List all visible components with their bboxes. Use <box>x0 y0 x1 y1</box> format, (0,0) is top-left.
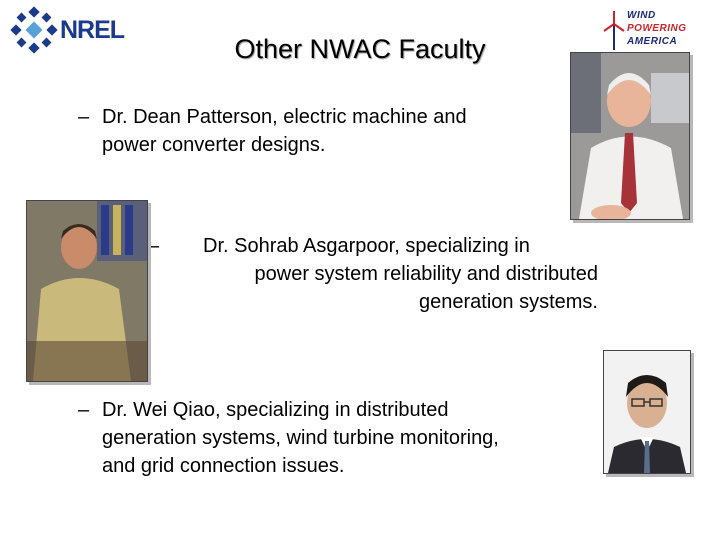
bullet-line: Dr. Dean Patterson, electric machine and <box>102 106 467 128</box>
bullet-line: power system reliability and distributed <box>254 263 598 285</box>
bullet-dash: – <box>78 399 90 421</box>
wpa-logo-line-2: POWERING <box>627 23 687 34</box>
bullet-line: power converter designs. <box>102 134 326 156</box>
photo-sohrab-asgarpoor <box>26 200 148 382</box>
bullet-line: generation systems, wind turbine monitoring, <box>102 427 499 449</box>
wpa-logo-line-3: AMERICA <box>627 36 678 47</box>
bullet-line: generation systems. <box>419 291 598 313</box>
nrel-wordmark: NREL <box>60 16 125 44</box>
wpa-logo-line-1: WIND <box>627 10 656 21</box>
slide-title: Other NWAC Faculty <box>234 34 486 64</box>
photo-wei-qiao <box>603 350 691 474</box>
bullet-line: Dr. Sohrab Asgarpoor, specializing in <box>203 235 530 257</box>
bullet-text <box>178 232 598 316</box>
bullet-dash: – <box>78 106 90 128</box>
bullet-text <box>102 396 592 480</box>
bullet-text <box>102 103 557 159</box>
bullet-dash: – <box>148 235 160 257</box>
bullet-line: and grid connection issues. <box>102 455 345 477</box>
photo-dean-patterson <box>570 52 690 220</box>
bullet-line: Dr. Wei Qiao, specializing in distributed <box>102 399 449 421</box>
